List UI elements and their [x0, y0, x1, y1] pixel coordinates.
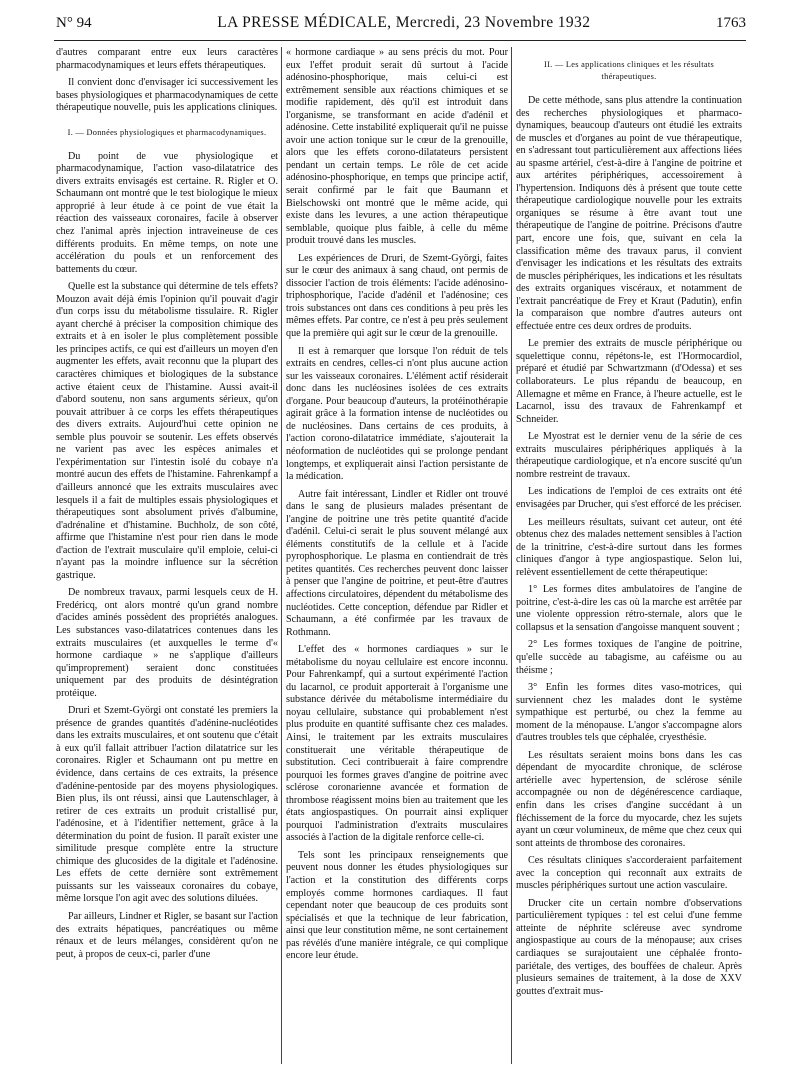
column-divider [511, 47, 512, 1064]
paragraph: 1° Les formes dites ambulatoires de l'angine de poitrine, c'est-à-dire les cas où la marche est arrêtée par une violente oppression rétro-sternale, alors que le collapsus et la sensation d'angoisse manquent souvent ; [516, 584, 742, 633]
paragraph: Drucker cite un certain nombre d'observations particulièrement typiques : tel est celui d'une femme atteinte de néphrite scléreuse avec syndrome angiospastique au cours de la ménopause; aux crises cardiaques se surajoutaient une céphalée fronto-pariétale, des vertiges, des bouffées de chaleur. Après plusieurs semaines de traitement, à la dose de XXV gouttes d'extrait mus- [516, 897, 742, 997]
issue-number: N° 94 [56, 15, 92, 31]
column-3 [516, 47, 742, 1064]
page-header [56, 14, 746, 38]
column-divider [281, 47, 282, 1064]
paragraph: Il convient donc d'envisager ici successivement les bases physiologiques et pharmacodynamiques de cette thérapeutique nouvelle, puis les applications cliniques. [56, 77, 278, 114]
paragraph: L'effet des « hormones cardiaques » sur le métabolisme du noyau cellulaire est encore inconnu. Pour Fahrenkampf, qui a surtout expérimenté l'action du lacarnol, ce produit apporterait à l'organisme une substance dérivée du métabolisme intermédiaire du noyau cellulaire, substance qui probablement n'est plus produite en quantité suffisante chez ces malades. Ainsi, le traitement par les extraits musculaires constituerait une véritable thérapeutique de substitution. Ceci contribuerait à faire comprendre pourquoi les formes graves d'angine de poitrine avec sclérose coronarienne avancée et formation de thrombose réagissent moins bien au traitement que les états angiospastiques. On pourrait ainsi expliquer pourquoi l'administration d'extraits musculaires associés à l'action de la digitale renforce celle-ci. [286, 644, 508, 844]
paragraph: Du point de vue physiologique et pharmacodynamique, l'action vaso-dilatatrice des divers extraits envisagés est certaine. R. Rigler et O. Schaumann ont montré que le test biologique le mieux approprié à leur étude à ce point de vue était la réaction des vaisseaux coronaires, facile à observer chez l'animal après injection intraveineuse de ces différents produits. En même temps, on note une accélération du pouls et un renforcement des battements du cœur. [56, 150, 278, 275]
paragraph: Les meilleurs résultats, suivant cet auteur, ont été obtenus chez des malades nettement sensibles à l'action de la trinitrine, c'est-à-dire surtout dans les formes cliniques d'angor à type angiospastique. Selon lui, relèvent essentiellement de cette thérapeutique: [516, 516, 742, 578]
paragraph: Autre fait intéressant, Lindler et Ridler ont trouvé dans le sang de plusieurs malades présentant de l'angine de poitrine une très petite quantité d'acide d'adénil. Celui-ci serait le plus souvent mélangé aux éléments constitutifs de la cellule et à l'acide pyrophosphorique. Le plasma en contiendrait de très petites quantités. Ces recherches peuvent donc laisser à penser que l'angine de poitrine, et peut-être d'autres affections circulatoires, dépendent du métabolisme des nucléotides. Cette conception, défendue par Ridler et Schaumann, a été confirmée par les travaux de Rothmann. [286, 488, 508, 638]
paragraph: Ces résultats cliniques s'accorderaient parfaitement avec la conception qui reconnaît aux extraits de muscles périphériques surtout une action vasculaire. [516, 855, 742, 892]
paragraph: 2° Les formes toxiques de l'angine de poitrine, qu'elle succède au tabagisme, au caféisme ou au théisme ; [516, 639, 742, 676]
paragraph: De cette méthode, sans plus attendre la continuation des recherches physiologiques et pharmaco-dynamiques, beaucoup d'auteurs ont étudié les extraits de muscles et d'organes au point de vue thérapeutique, en s'adressant tout particulièrement aux affections liées au spasme artériel, c'est-à-dire à l'angine de poitrine et aux artérites périphériques, accessoirement à l'hypertension. Indiquons dès à présent que toute cette thérapeutique cardiologique nouvelle pour les extraits organiques se résume à être avant tout une thérapeutique de l'angine de poitrine. Précisons d'autre part, encore une fois, que, suivant en cela la classification même des travaux parus, il convient d'envisager les indications et les résultats des extraits de muscles périphériques, les indications et les résultats des extraits organiques viscéraux, et notamment de l'extrait pancréatique de Frey et Kraut (Padutin), enfin la comparaison que nombre d'autres auteurs ont effectuée entre ces deux ordres de produits. [516, 95, 742, 332]
paragraph: Par ailleurs, Lindner et Rigler, se basant sur l'action des extraits hépatiques, pancréatiques ou même rénaux et de leurs mélanges, considèrent qu'on ne peut, à propos de ceux-ci, parler d'une [56, 911, 278, 960]
paragraph: Les indications de l'emploi de ces extraits ont été envisagées par Drucher, qui s'est efforcé de les préciser. [516, 486, 742, 510]
paragraph: Druri et Szemt-Györgi ont constaté les premiers la présence de grandes quantités d'adénine-nucléotides dans les extraits musculaires, et ont soutenu que c'était à eux qu'il fallait attribuer l'action dilatatrice sur les coronaires. Rigler et Schaumann ont pu mettre en évidence, dans certains de ces extraits, la présence d'adénine-pentoside par des moyens physiologiques. Bien plus, ils ont réussi, ainsi que Lautenschlager, à retirer de ces extraits un produit cristallisé pur, l'adénosine, et à l'identifier nettement, grâce à la détermination du point de fusion. Il paraît exister une similitude presque complète entre la structure chimique des glucosides de la digitale et l'adénosine. Les effets de cette dernière sont extrêmement puissants sur les vaisseaux coronaires du cobaye, même lorsque l'on agit avec des solutions diluées. [56, 705, 278, 905]
paragraph: Le Myostrat est le dernier venu de la série de ces extraits musculaires périphériques appliqués à la thérapeutique cardiologique, et n'a encore suscité qu'un nombre restreint de travaux. [516, 431, 742, 480]
paragraph: d'autres comparant entre eux leurs caractères pharmacodynamiques et leurs effets thérapeutiques. [56, 47, 278, 71]
paragraph: Les résultats seraient moins bons dans les cas dépendant de myocardite chronique, de sclérose artérielle avec hypertension, de sclérose sénile accompagnée ou non de dégénérescence cardiaque, enfin dans les crises d'angine succédant à un fléchissement de la force du myocarde, chez les sujets ayant un cœur volumineux, de même que chez ceux qui sont atteints de thrombose des coronaires. [516, 749, 742, 849]
column-1 [56, 47, 278, 1064]
paragraph: Les expériences de Druri, de Szemt-Györgi, faites sur le cœur des animaux à sang chaud, ont permis de dissocier l'action de trois éléments: l'acide adénosino-triphosphorique, l'acide d'adénil et l'adénosine; ces trois substances ont dans ces conditions à peu près les mêmes effets. Par contre, ce n'est à peu près seulement que la première qui agit sur le cœur de la grenouille. [286, 252, 508, 340]
header-rule [54, 40, 746, 41]
paragraph: Le premier des extraits de muscle périphérique ou squelettique connu, répétons-le, est l'Hormocardiol, préparé et étudié par Schwartzmann (d'Odessa) et ses collaborateurs. Le plus répandu de beaucoup, en Allemagne et même en France, à l'heure actuelle, est le Lacarnol, issu des travaux de Fahrenkampf et Schneider. [516, 338, 742, 425]
section-heading: II. — Les applications cliniques et les résultats thérapeutiques. [544, 60, 714, 81]
paragraph: Tels sont les principaux renseignements que peuvent nous donner les études physiologiques sur l'action et la constitution des différents corps employés comme hormones cardiaques. Il faut cependant noter que beaucoup de ces produits sont spécialisés et que la technique de leur fabrication, ainsi que leur constitution même, ne sont certainement pas révélés d'une manière intégrale, ce qui complique encore leur étude. [286, 849, 508, 962]
section-heading: I. — Données physiologiques et pharmacodynamiques. [67, 127, 267, 137]
paragraph: Quelle est la substance qui détermine de tels effets? Mouzon avait déjà émis l'opinion qu'il pouvait d'agir d'un corps issu du métabolisme tissulaire. R. Rigler ayant cherché à préciser la composition chimique des extraits et à en isoler le plus complètement possible les principes actifs, ce qui est d'ailleurs un moyen d'en augmenter les effets, avait reconnu que la plupart des caractères chimiques et biologiques de la substance active étaient ceux de l'histamine. Aussi avait-il d'abord soutenu, non sans arguments sérieux, qu'on pouvait attribuer à ce corps les effets thérapeutiques des divers extraits. Aujourd'hui cette opinion ne semble plus pouvoir se soutenir. Les effets observés ne varient pas avec les espèces animales et l'expérimentation sur l'intestin isolé du cobaye n'a montré aucun des effets de l'histamine. Fahrenkampf a d'ailleurs annoncé que les extraits musculaires avec lesquels il a fait de multiples essais physiologiques et thérapeutiques sont absolument privés d'albumine, d'adrénaline et d'histamine. Buchholz, de son côté, affirme que l'histamine n'est pour rien dans le mode d'action de l'extrait musculaire qu'il emploie, celui-ci n'ayant pas la moindre influence sur la sécrétion gastrique. [56, 281, 278, 581]
paragraph: « hormone cardiaque » au sens précis du mot. Pour eux l'effet produit serait dû surtout à l'acide adénosino-phosphorique, mais celui-ci est extrêmement sensible aux réactions chimiques et se modifie rapidement, dès qu'il est introduit dans l'organisme, se transformant en acide d'adénil et adénosine. Cette instabilité expliquerait qu'il ne puisse avoir une action tonique sur le cœur de la grenouille, alors que les effets corono-dilatateurs persistent pendant un certain temps. Le rôle de cet acide adénosino-phosphorique, en temps que principe actif, serait confirmé par le fait que Baumann et Bielschowski ont montré que le même acide, qui existe dans les levures, a une action thérapeutique semblable, quoique plus faible, à celle du même produit trouvé dans les muscles. [286, 47, 508, 247]
paragraph: De nombreux travaux, parmi lesquels ceux de H. Fredéricq, ont alors montré qu'un grand nombre d'acides aminés possèdent des propriétés analogues. Les substances vaso-dilatatrices contenues dans les extraits musculaires (et auxquelles le terme d'« hormone cardiaque » ne s'applique d'ailleurs qu'improprement) seraient donc constituées uniquement par des produits de désintégration protéique. [56, 587, 278, 699]
paragraph: 3° Enfin les formes dites vaso-motrices, qui surviennent chez les malades dont le système sympathique est perturbé, ou chez la femme au moment de la ménopause. L'angor s'accompagne alors d'autres troubles tels que céphalée, cryesthésie. [516, 682, 742, 744]
column-2 [286, 47, 508, 1064]
page-number: 1763 [715, 15, 746, 31]
masthead-title: LA PRESSE MÉDICALE, Mercredi, 23 Novembre 1932 [217, 14, 591, 31]
paragraph: Il est à remarquer que lorsque l'on réduit de tels extraits en cendres, celles-ci n'ont plus aucune action sur les vaisseaux coronaires. L'élément actif résiderait donc dans les nucléosines isolées de ces extraits d'organe. Pour beaucoup d'auteurs, la protéinothérapie agirait grâce à la formation intense de nucléotides ou de nucléosines. Dans certains de ces produits, à l'action corono-dilatatrice immédiate, s'ajouterait la néoformation de nucléotides qui se prolonge pendant longtemps, et expliquerait ainsi l'action persistante de la médication. [286, 345, 508, 483]
